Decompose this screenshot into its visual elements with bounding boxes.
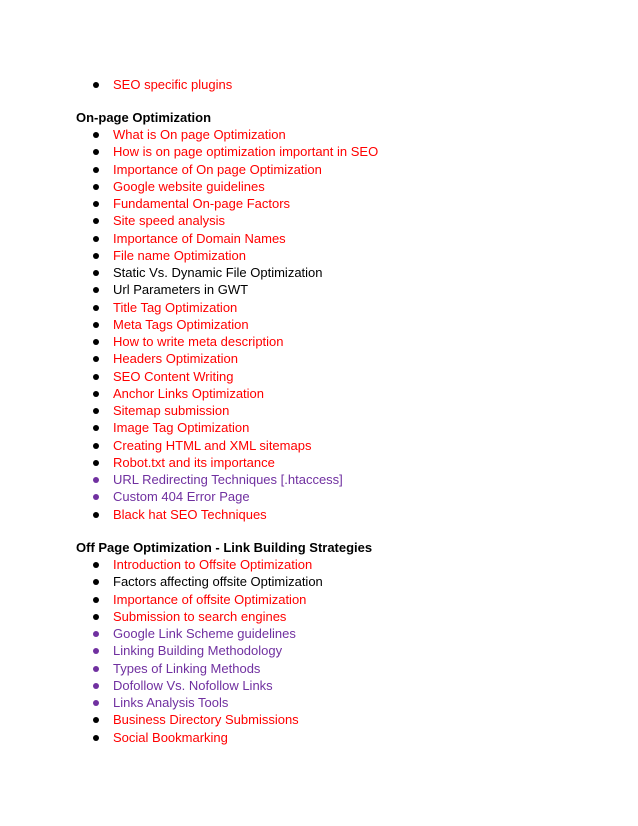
bullet-icon (93, 391, 99, 397)
list-item-text: Google Link Scheme guidelines (113, 626, 296, 641)
list-item-text: Robot.txt and its importance (113, 454, 275, 470)
list-item-text: Creating HTML and XML sitemaps (113, 437, 312, 453)
list-item-text: SEO specific plugins (113, 77, 233, 92)
list-item-text: Custom 404 Error Page (113, 489, 250, 505)
bullet-icon (93, 201, 99, 207)
list-item (0, 212, 378, 229)
list-item-text: Headers Optimization (113, 351, 238, 367)
bullet-icon (93, 562, 99, 568)
list-item (0, 608, 323, 625)
list-item[interactable] (0, 625, 323, 642)
list-item (0, 591, 323, 608)
bullet-icon (93, 374, 99, 380)
bullet-icon (93, 717, 99, 723)
list-item-text: Google website guidelines (113, 178, 265, 194)
list-item (0, 195, 378, 212)
list-item (0, 76, 232, 93)
list-item (0, 333, 378, 350)
list-item-text: Title Tag Optimization (113, 299, 238, 315)
bullet-icon (93, 218, 99, 224)
bullet-icon (93, 236, 99, 242)
bullet-icon (93, 512, 99, 518)
list-item (0, 368, 378, 385)
list-item-text: Static Vs. Dynamic File Optimization (113, 265, 323, 280)
list-item-text: Fundamental On-page Factors (113, 196, 291, 211)
list-item (0, 556, 323, 573)
bullet-icon (93, 648, 99, 654)
list-item-text: Business Directory Submissions (113, 712, 299, 728)
bullet-icon (93, 356, 99, 362)
off-page-bullet-list (0, 556, 323, 746)
list-item (0, 281, 378, 298)
list-item-text: Submission to search engines (113, 608, 287, 624)
bullet-icon (93, 666, 99, 672)
bullet-icon (93, 270, 99, 276)
bullet-icon (93, 597, 99, 603)
list-item (0, 161, 378, 178)
list-item-text: Factors affecting offsite Optimization (113, 574, 323, 590)
list-item (0, 350, 378, 367)
bullet-icon (93, 494, 99, 500)
list-item-text: How is on page optimization important in SEO (113, 144, 379, 160)
bullet-icon (93, 477, 99, 483)
bullet-icon (93, 631, 99, 637)
list-item-text: Types of Linking Methods (113, 660, 261, 676)
list-item-text: Sitemap submission (113, 403, 230, 418)
bullet-icon (93, 322, 99, 328)
bullet-icon (93, 253, 99, 259)
list-item[interactable] (0, 660, 323, 677)
list-item (0, 247, 378, 264)
list-item-text: Importance of Domain Names (113, 230, 286, 246)
bullet-icon (93, 287, 99, 293)
list-item (0, 143, 378, 160)
list-item-text: Importance of offsite Optimization (113, 591, 307, 607)
list-item-text: Meta Tags Optimization (113, 316, 249, 332)
top-bullet-list (0, 76, 232, 93)
list-item[interactable] (0, 471, 378, 488)
list-item (0, 454, 378, 471)
bullet-icon (93, 443, 99, 449)
bullet-icon (93, 339, 99, 345)
list-item-text: Linking Building Methodology (113, 643, 283, 659)
list-item (0, 299, 378, 316)
on-page-bullet-list (0, 126, 378, 523)
bullet-icon (93, 614, 99, 620)
list-item (0, 419, 378, 436)
bullet-icon (93, 700, 99, 706)
list-item-text: Introduction to Offsite Optimization (113, 557, 313, 572)
list-item-text: Links Analysis Tools (113, 695, 229, 710)
bullet-icon (93, 82, 99, 88)
list-item[interactable] (0, 694, 323, 711)
list-item-text: URL Redirecting Techniques [.htaccess] (113, 472, 343, 487)
list-item (0, 729, 323, 746)
list-item-text: Social Bookmarking (113, 729, 228, 745)
list-item-text: SEO Content Writing (113, 368, 234, 384)
list-item-text: Black hat SEO Techniques (113, 506, 267, 522)
bullet-icon (93, 735, 99, 741)
list-item-text: Site speed analysis (113, 213, 226, 229)
list-item-text: File name Optimization (113, 247, 246, 263)
bullet-icon (93, 425, 99, 431)
list-item (0, 402, 378, 419)
bullet-icon (93, 184, 99, 190)
bullet-icon (93, 579, 99, 585)
list-item-text: Url Parameters in GWT (113, 282, 249, 298)
list-item[interactable] (0, 488, 378, 505)
list-item-text: What is On page Optimization (113, 127, 286, 142)
section-heading-off-page: Off Page Optimization - Link Building Strategies (76, 540, 373, 555)
list-item[interactable] (0, 642, 323, 659)
bullet-icon (93, 149, 99, 155)
list-item (0, 711, 323, 728)
list-item (0, 126, 378, 143)
list-item (0, 264, 378, 281)
bullet-icon (93, 305, 99, 311)
list-item-text: How to write meta description (113, 334, 284, 349)
list-item (0, 316, 378, 333)
list-item[interactable] (0, 677, 323, 694)
list-item (0, 506, 378, 523)
list-item (0, 230, 378, 247)
bullet-icon (93, 683, 99, 689)
list-item (0, 573, 323, 590)
list-item (0, 385, 378, 402)
list-item (0, 178, 378, 195)
list-item (0, 437, 378, 454)
bullet-icon (93, 408, 99, 414)
bullet-icon (93, 167, 99, 173)
bullet-icon (93, 460, 99, 466)
list-item-text: Importance of On page Optimization (113, 161, 322, 177)
bullet-icon (93, 132, 99, 138)
section-heading-on-page: On-page Optimization (76, 110, 212, 125)
list-item-text: Anchor Links Optimization (113, 385, 265, 401)
list-item-text: Dofollow Vs. Nofollow Links (113, 677, 273, 693)
list-item-text: Image Tag Optimization (113, 420, 250, 436)
